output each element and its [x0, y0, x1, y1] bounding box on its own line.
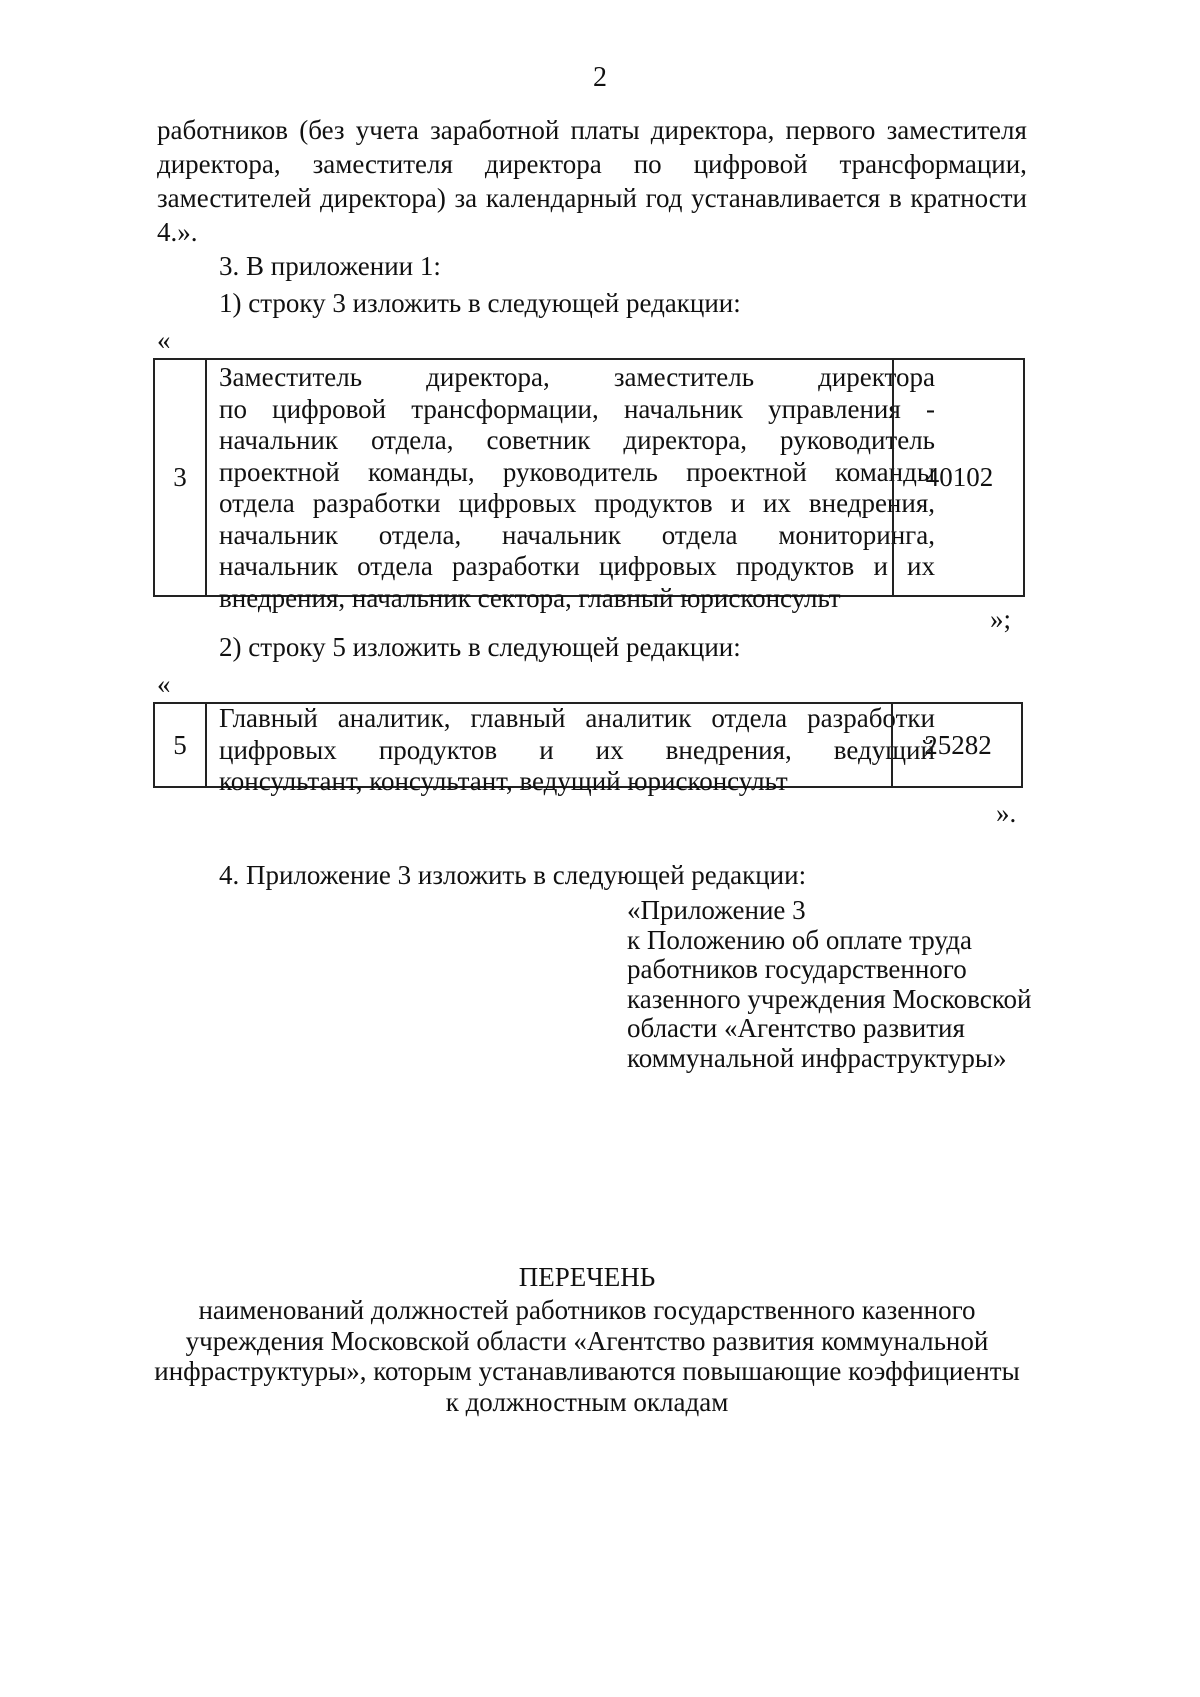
appendix-line: коммунальной инфраструктуры»	[627, 1042, 1007, 1073]
desc-line	[219, 488, 935, 520]
word: отдела,	[370, 425, 454, 455]
open-quote-1: «	[157, 325, 171, 355]
intro-line	[157, 147, 1027, 181]
word: начальник	[219, 425, 338, 455]
word: первого	[785, 115, 876, 145]
desc-line	[219, 394, 935, 426]
word: Заместитель	[219, 362, 363, 392]
table-row-5	[153, 702, 1023, 796]
subtitle-line: наименований должностей работников государственного казенного	[198, 1295, 976, 1325]
word: и	[539, 734, 554, 765]
word: их	[595, 734, 624, 765]
word: цифровых	[458, 488, 577, 518]
word: начальник	[219, 519, 338, 550]
desc-line	[219, 425, 935, 457]
document-page: 2 работников (без учета заработной платы директора, первого заместителя директора, заместителя директора по цифровой трансформации, заместителей директора) за календарный год устанавливается в кратности 4.». 3. В приложении 1: 1) строку 3 изложить в следующей редакции: « 3 Заместитель директора, заместитель директора по цифровой трансформации, начальник управления - начальник отдела, советник директора, руководитель проектной команды, руководитель проектной команды отдела разработки цифровых продуктов и их внедрения, начальник отдела, начальник отдела мониторинга, начальник отдела разработки цифровых продуктов и их внедрения, начальник сектора, главный юрисконсульт 40102 »; 2) строку 5 изложить в следующей редакции: « 5 Главный аналитик, главный аналитик отдела разработки цифровых продуктов и их внедрения, ведущий консультант, консультант, ведущий юрисконсульт 25282 ». 4. Приложение 3 изложить в следующей редакции: «Приложение 3 к Положению об оплате труда работников государственного казенного учреждения Московской области «Агентство развития коммунальной инфраструктуры» ПЕРЕЧЕНЬ наименований должностей работников государственного казенного учреждения Московской области «Агентство развития коммунальной инфраструктуры», которым устанавливаются повышающие коэффициенты к должностным окладам	[0, 0, 1200, 1697]
word: и	[873, 551, 888, 581]
word: отдела,	[378, 519, 462, 550]
desc-line	[219, 457, 935, 489]
word: мониторинга,	[778, 519, 935, 550]
appendix-line: к Положению об оплате труда	[627, 924, 972, 955]
word: директора	[484, 149, 602, 179]
page-number: 2	[593, 62, 607, 93]
table-row-3	[153, 358, 1025, 613]
word: устанавливается	[691, 183, 881, 213]
word: заместителей	[157, 183, 312, 213]
word: управления	[768, 393, 901, 424]
word: их	[907, 551, 935, 581]
position-description-cell	[207, 703, 945, 796]
salary-value-cell: 25282	[891, 704, 1023, 786]
intro-paragraph	[157, 113, 1027, 249]
desc-line	[219, 703, 935, 735]
word: руководитель	[502, 456, 658, 487]
word: цифровых	[219, 734, 337, 765]
row-number-cell: 3	[155, 360, 207, 595]
word: отдела	[661, 519, 738, 550]
word: кратности	[910, 183, 1027, 213]
word: заместителя	[886, 115, 1027, 145]
subitem-1: 1) строку 3 изложить в следующей редакции:	[219, 288, 741, 318]
word: цифровой	[693, 149, 808, 179]
desc-line	[219, 735, 935, 767]
subtitle-line: к должностным окладам	[445, 1386, 729, 1417]
word: цифровых	[599, 551, 717, 581]
word: отдела	[219, 488, 295, 518]
appendix-reference	[627, 896, 1031, 1073]
intro-line-last: 4.».	[157, 217, 198, 247]
position-description-cell	[207, 362, 945, 613]
word: и	[730, 488, 746, 518]
word: начальник	[623, 393, 743, 424]
word: советник	[486, 425, 591, 455]
word: разработки	[452, 551, 580, 581]
intro-line	[157, 113, 1027, 147]
subtitle-line: инфраструктуры», которым устанавливаются повышающие коэффициенты	[154, 1356, 1020, 1386]
word: по	[219, 393, 247, 424]
word: начальник	[502, 519, 621, 550]
word: учета	[355, 115, 419, 145]
word: в	[889, 183, 902, 213]
word: руководитель	[780, 425, 935, 455]
word: команды	[835, 456, 935, 487]
desc-line-last: консультант, консультант, ведущий юрисконсульт	[219, 766, 788, 796]
desc-line	[219, 520, 935, 552]
word: Главный	[219, 703, 318, 733]
word: год	[645, 183, 683, 213]
word: проектной	[686, 456, 807, 487]
word: по	[633, 149, 662, 179]
word: платы	[570, 115, 640, 145]
appendix-line: области «Агентство развития	[627, 1013, 965, 1043]
close-quote-1: »;	[990, 604, 1012, 634]
word: ведущий	[833, 734, 935, 765]
word: заместителя	[312, 149, 453, 179]
appendix-line: работников государственного	[627, 954, 967, 984]
word: продуктов	[594, 488, 713, 518]
word: за	[454, 183, 478, 213]
salary-value-cell: 40102	[892, 360, 1025, 595]
desc-line	[219, 551, 935, 583]
word: аналитик,	[337, 703, 451, 733]
intro-line	[157, 181, 1027, 215]
word: начальник	[219, 551, 338, 581]
word: директора	[818, 362, 935, 392]
word: директора,	[650, 115, 775, 145]
word: директора,	[623, 425, 748, 455]
word: разработки	[807, 703, 935, 733]
word: продуктов	[378, 734, 498, 765]
list-subtitle	[0, 1295, 1174, 1417]
word: команды,	[367, 456, 475, 487]
word: главный	[470, 703, 566, 733]
word: директора,	[157, 149, 281, 179]
open-quote-2: «	[157, 669, 171, 699]
word: внедрения,	[808, 488, 935, 518]
word: директора)	[319, 183, 446, 213]
row-number-cell: 5	[155, 704, 207, 786]
word: календарный	[485, 183, 637, 213]
word: трансформации,	[839, 149, 1027, 179]
item-3-heading: 3. В приложении 1:	[219, 251, 441, 281]
word: аналитик	[585, 703, 692, 733]
appendix-line: казенного учреждения Московской	[627, 983, 1032, 1014]
word: работников	[157, 115, 289, 145]
subitem-2: 2) строку 5 изложить в следующей редакции:	[219, 632, 741, 662]
item-4-heading: 4. Приложение 3 изложить в следующей редакции:	[219, 860, 807, 890]
appendix-line: «Приложение 3	[627, 895, 806, 925]
word: проектной	[219, 456, 340, 487]
word: отдела	[711, 703, 788, 733]
word: (без	[299, 115, 345, 145]
word: продуктов	[735, 551, 855, 581]
desc-line-last: внедрения, начальник сектора, главный юрисконсульт	[219, 582, 841, 613]
word: разработки	[312, 488, 441, 518]
word: отдела	[357, 551, 433, 581]
desc-line	[219, 362, 935, 394]
word: заработной	[430, 115, 560, 145]
word: их	[762, 488, 791, 518]
word: директора,	[426, 362, 550, 392]
word: заместитель	[613, 362, 755, 392]
word: цифровой	[272, 393, 387, 424]
word: трансформации,	[411, 393, 599, 424]
close-quote-2: ».	[996, 798, 1017, 828]
word: -	[925, 393, 935, 424]
word: внедрения,	[665, 734, 792, 765]
subtitle-line: учреждения Московской области «Агентство развития коммунальной	[185, 1325, 989, 1356]
